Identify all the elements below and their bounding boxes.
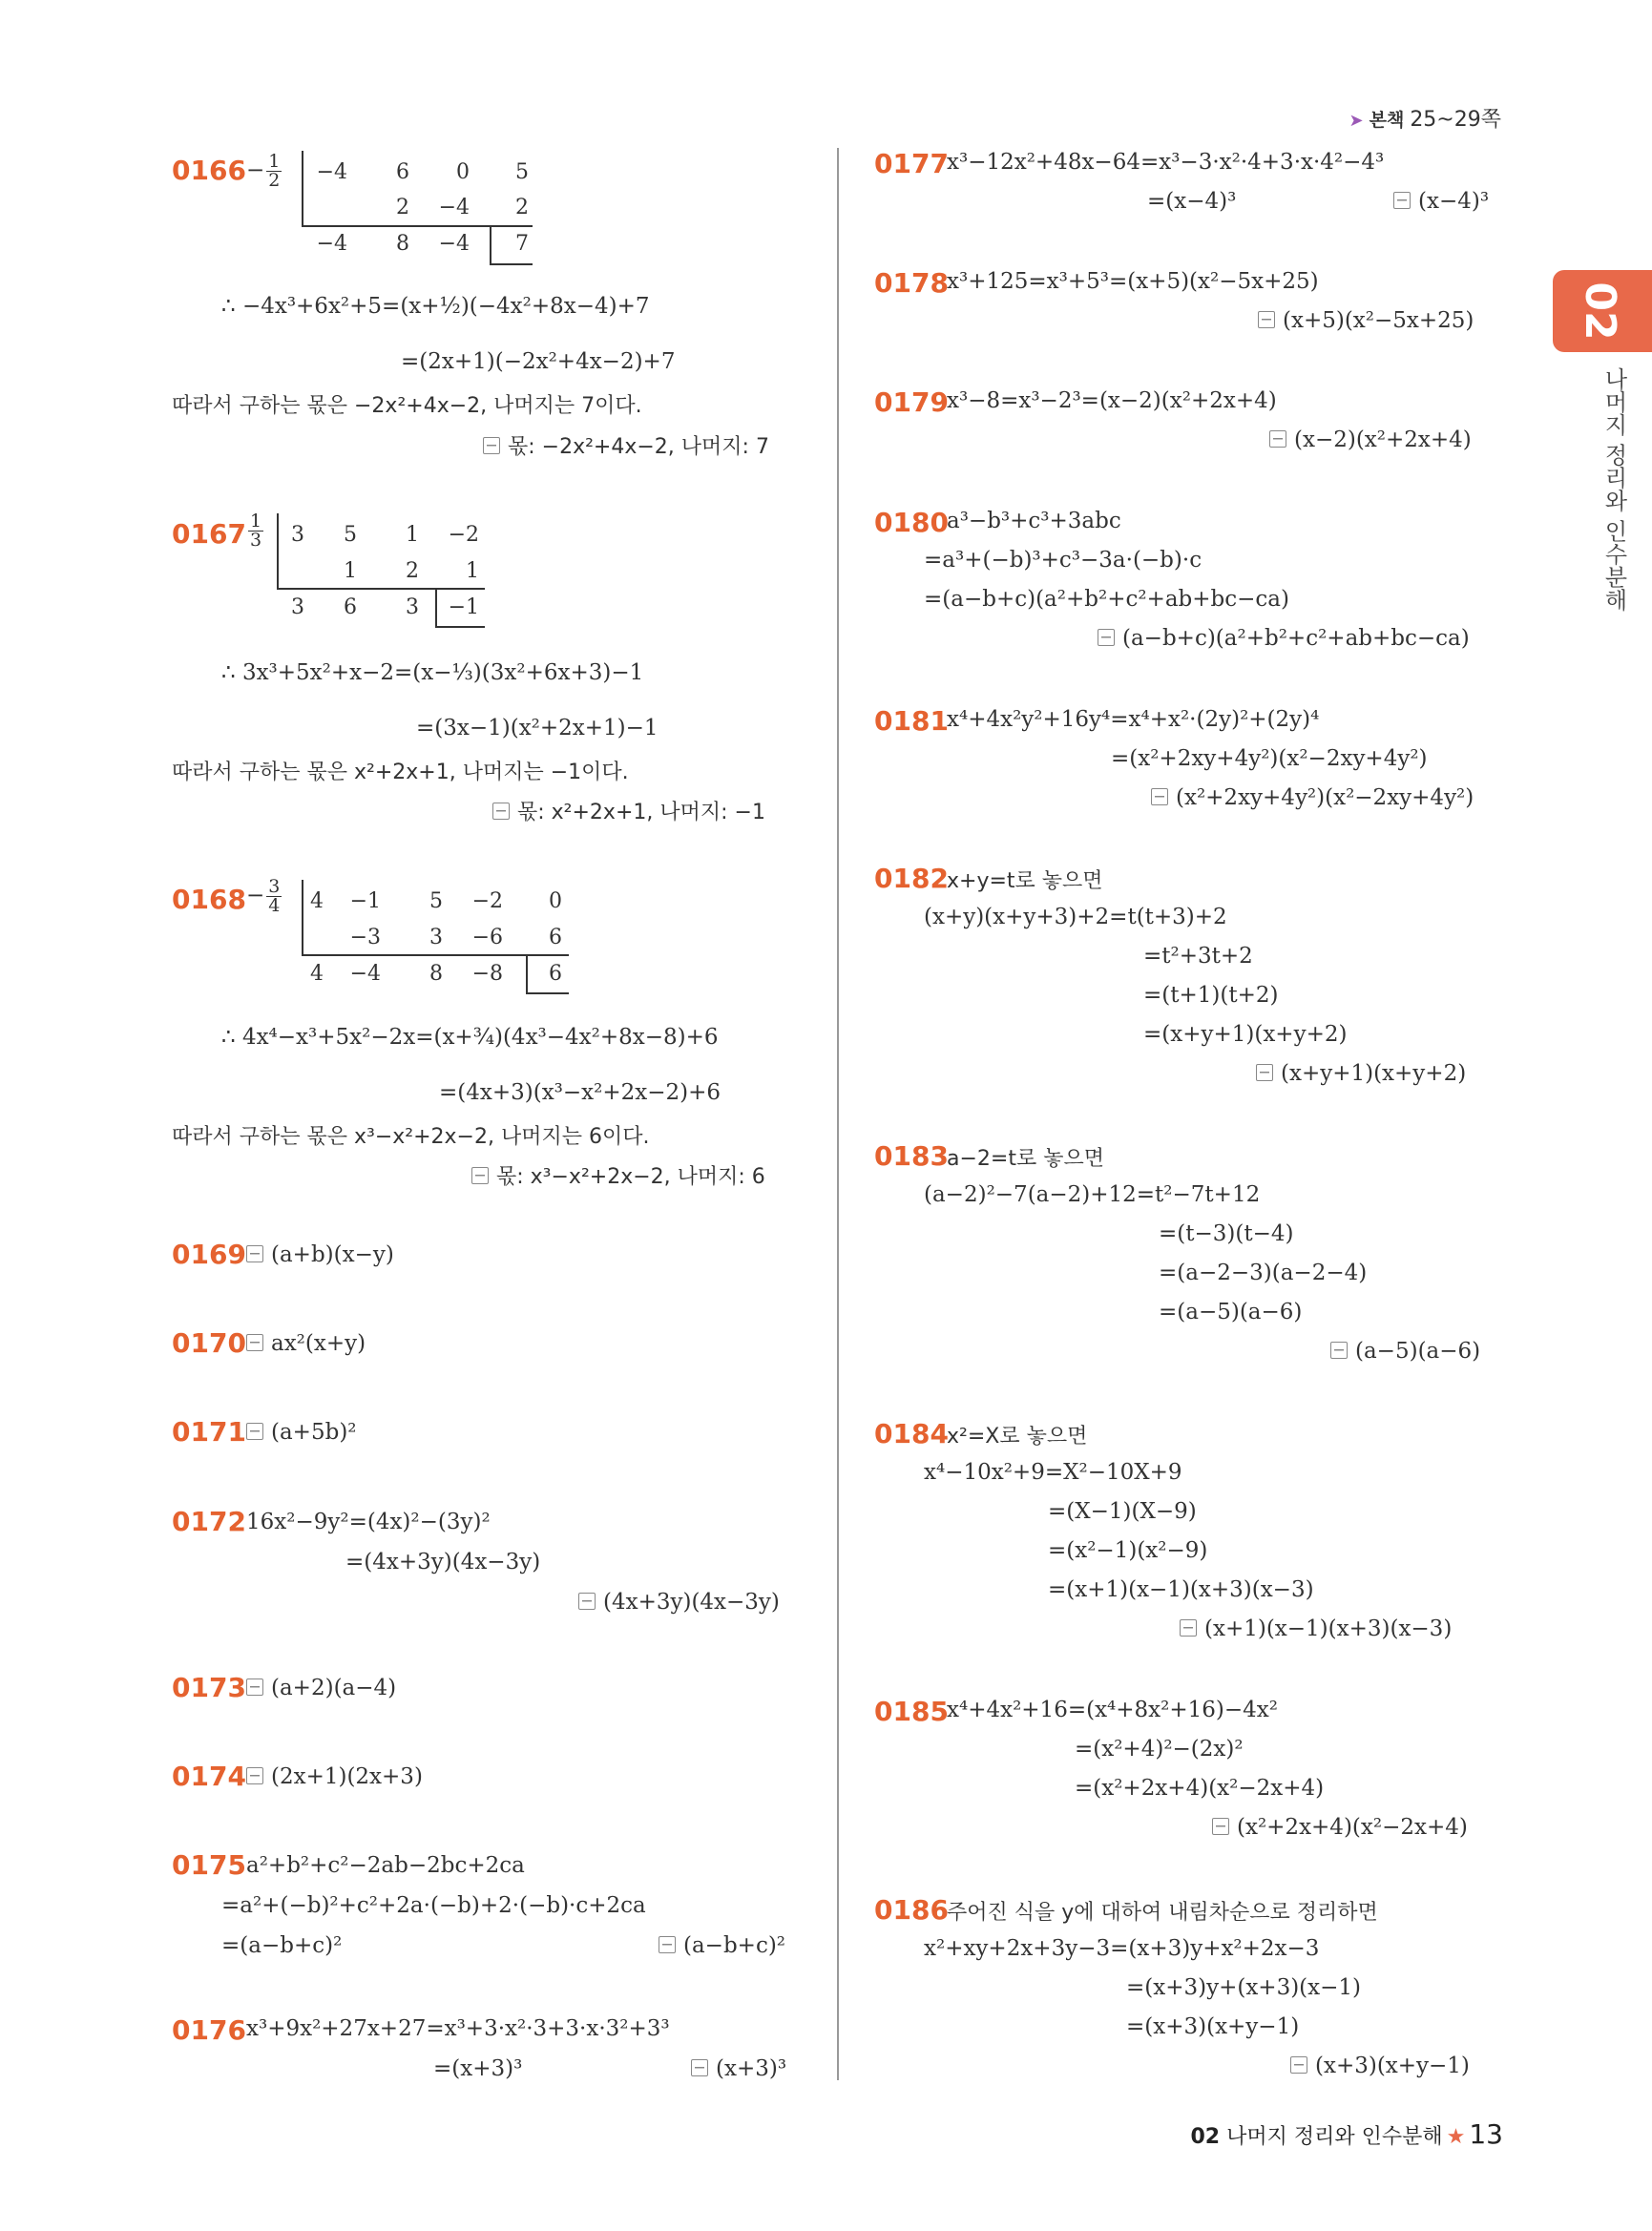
coef: −6	[471, 926, 503, 949]
problem-number: 0175	[172, 1849, 246, 1881]
solution-line: x³−12x²+48x−64=x³−3·x²·4+3·x·4²−4³	[947, 150, 1385, 175]
problem-number: 0179	[874, 386, 949, 418]
remainder-box	[490, 227, 491, 263]
footer-chapter-title: 나머지 정리와 인수분해	[1226, 2125, 1443, 2149]
divisor-fraction	[266, 153, 282, 190]
page-reference	[1349, 103, 1502, 133]
remainder-box	[526, 956, 528, 992]
solution-text: 따라서 구하는 몫은 x³−x²+2x−2, 나머지는 6이다.	[172, 1125, 650, 1149]
answer: (2x+1)(2x+3)	[246, 1764, 423, 1789]
solution-line: =(a−b+c)²	[221, 1933, 343, 1958]
coef: −4	[316, 160, 347, 184]
solution-intro: x+y=t로 놓으면	[947, 869, 1103, 893]
coef: −2	[471, 889, 503, 913]
solution-line: x³+125=x³+5³=(x+5)(x²−5x+25)	[947, 269, 1319, 294]
problem-number: 0178	[874, 267, 949, 299]
solution-line: ∴ −4x³+6x²+5=(x+½)(−4x²+8x−4)+7	[221, 294, 650, 319]
fraction-denominator: 2	[268, 170, 281, 191]
solution-line: =(x+y+1)(x+y+2)	[1143, 1022, 1348, 1047]
answer: (a+b)(x−y)	[246, 1242, 394, 1267]
divisor-fraction	[248, 512, 263, 550]
solution-line: x³+9x²+27x+27=x³+3·x²·3+3·x·3²+3³	[246, 2016, 670, 2041]
coef: −4	[438, 196, 470, 219]
remainder-box	[435, 626, 485, 628]
solution-line: x⁴+4x²+16=(x⁴+8x²+16)−4x²	[947, 1698, 1278, 1722]
synthetic-divisor	[246, 153, 283, 190]
coef: 3	[406, 595, 419, 619]
solution-line: =(x²−1)(x²−9)	[1048, 1538, 1208, 1563]
fraction-numerator: 1	[250, 511, 262, 532]
answer: 몫: −2x²+4x−2, 나머지: 7	[483, 430, 769, 460]
answer: ax²(x+y)	[246, 1331, 366, 1356]
solution-text: 따라서 구하는 몫은 x²+2x+1, 나머지는 −1이다.	[172, 761, 629, 784]
answer: (x²+2x+4)(x²−2x+4)	[1212, 1815, 1468, 1840]
fraction-denominator: 3	[250, 530, 262, 551]
coef: 8	[396, 232, 409, 256]
solution-line: =a³+(−b)³+c³−3a·(−b)·c	[924, 548, 1202, 573]
problem-number: 0180	[874, 507, 949, 538]
coef: 5	[429, 889, 443, 913]
answer: (a+5b)²	[246, 1420, 357, 1445]
answer: (x+3)(x+y−1)	[1290, 2054, 1470, 2078]
answer: (x²+2xy+4y²)(x²−2xy+4y²)	[1151, 785, 1474, 810]
problem-number: 0177	[874, 148, 949, 179]
coef: 4	[310, 889, 324, 913]
solution-line: x³−8=x³−2³=(x−2)(x²+2x+4)	[947, 388, 1277, 413]
answer: (x−4)³	[1393, 189, 1489, 214]
solution-text: 따라서 구하는 몫은 −2x²+4x−2, 나머지는 7이다.	[172, 394, 642, 418]
solution-line: =(x+3)y+(x+3)(x−1)	[1126, 1975, 1362, 2000]
problem-number: 0185	[874, 1696, 949, 1727]
answer: (4x+3y)(4x−3y)	[578, 1590, 780, 1615]
coef: 3	[291, 523, 304, 547]
divisor-sign: −	[246, 883, 265, 908]
coef: 6	[344, 595, 357, 619]
coef: 3	[429, 926, 443, 949]
solution-line: =(a−5)(a−6)	[1159, 1300, 1303, 1324]
solution-line: =(x+1)(x−1)(x+3)(x−3)	[1048, 1577, 1314, 1602]
coef: 8	[429, 962, 443, 986]
coef: −1	[349, 889, 381, 913]
solution-line: =a²+(−b)²+c²+2a·(−b)+2·(−b)·c+2ca	[221, 1893, 646, 1918]
division-line	[302, 225, 533, 227]
coef: 3	[291, 595, 304, 619]
problem-number: 0169	[172, 1239, 246, 1270]
star-icon: ★	[1446, 2125, 1466, 2149]
answer: (x−2)(x²+2x+4)	[1269, 427, 1472, 452]
solution-line: a²+b²+c²−2ab−2bc+2ca	[246, 1853, 525, 1878]
coef: 1	[466, 559, 479, 583]
problem-number: 0168	[172, 884, 246, 915]
footer-chapter: 02	[1190, 2125, 1221, 2149]
page-number: 13	[1469, 2118, 1503, 2150]
remainder-box	[526, 992, 569, 994]
solution-line: =(x+3)³	[433, 2056, 523, 2081]
solution-line: =(x²+2xy+4y²)(x²−2xy+4y²)	[1111, 746, 1428, 771]
problem-number: 0171	[172, 1416, 246, 1448]
problem-number: 0172	[172, 1506, 246, 1537]
solution-line: =(t+1)(t+2)	[1143, 983, 1279, 1008]
problem-number: 0183	[874, 1140, 949, 1172]
answer: (a+2)(a−4)	[246, 1676, 396, 1700]
solution-line: =(a−b+c)(a²+b²+c²+ab+bc−ca)	[924, 587, 1289, 612]
coef: 6	[396, 160, 409, 184]
problem-number: 0184	[874, 1418, 949, 1449]
coef: −4	[316, 232, 347, 256]
division-line	[277, 588, 485, 590]
solution-line: =(t−3)(t−4)	[1159, 1221, 1294, 1246]
problem-number: 0167	[172, 518, 246, 550]
division-line	[302, 954, 569, 956]
column-divider	[837, 148, 839, 2080]
chapter-tab-number: 02	[1576, 281, 1624, 341]
coef: 1	[344, 559, 357, 583]
answer: 몫: x³−x²+2x−2, 나머지: 6	[471, 1160, 765, 1190]
page-footer	[1190, 2118, 1503, 2150]
coef: 5	[344, 523, 357, 547]
solution-line: =(3x−1)(x²+2x+1)−1	[416, 716, 659, 740]
answer: (a−5)(a−6)	[1330, 1339, 1480, 1364]
answer: (x+3)³	[691, 2056, 786, 2081]
remainder: 7	[515, 232, 529, 256]
divisor-fraction	[266, 878, 282, 915]
problem-number: 0182	[874, 863, 949, 894]
solution-line: x²+xy+2x+3y−3=(x+3)y+x²+2x−3	[924, 1936, 1320, 1961]
remainder: 6	[549, 962, 562, 986]
fraction-denominator: 4	[268, 895, 281, 916]
solution-line: =(X−1)(X−9)	[1048, 1499, 1197, 1524]
answer: 몫: x²+2x+1, 나머지: −1	[492, 796, 765, 825]
problem-number: 0173	[172, 1672, 246, 1703]
coef: 0	[456, 160, 470, 184]
coef: −4	[349, 962, 381, 986]
remainder-box	[490, 263, 533, 265]
solution-line: =(a−2−3)(a−2−4)	[1159, 1261, 1368, 1285]
book-label: 본책	[1369, 110, 1405, 131]
coef: −3	[349, 926, 381, 949]
remainder-box	[435, 590, 437, 626]
solution-intro: a−2=t로 놓으면	[947, 1147, 1104, 1171]
fraction-numerator: 1	[268, 151, 281, 172]
solution-line: =t²+3t+2	[1143, 944, 1253, 969]
problem-number: 0166	[172, 155, 246, 186]
coef: −4	[438, 232, 470, 256]
solution-line: =(4x+3)(x³−x²+2x−2)+6	[439, 1080, 721, 1105]
problem-number: 0176	[172, 2014, 246, 2046]
solution-intro: x²=X로 놓으면	[947, 1425, 1088, 1449]
solution-line: ∴ 4x⁴−x³+5x²−2x=(x+¾)(4x³−4x²+8x−8)+6	[221, 1025, 719, 1050]
coef: 0	[549, 889, 562, 913]
answer: (x+5)(x²−5x+25)	[1258, 308, 1474, 333]
division-bar	[302, 151, 303, 225]
problem-number: 0170	[172, 1327, 246, 1359]
arrow-icon: ➤	[1349, 111, 1364, 131]
solution-line: ∴ 3x³+5x²+x−2=(x−⅓)(3x²+6x+3)−1	[221, 660, 644, 685]
coef: 1	[406, 523, 419, 547]
coef: 6	[549, 926, 562, 949]
problem-number: 0186	[874, 1894, 949, 1926]
coef: 2	[406, 559, 419, 583]
solution-line: (a−2)²−7(a−2)+12=t²−7t+12	[924, 1182, 1261, 1207]
answer: (x+1)(x−1)(x+3)(x−3)	[1180, 1616, 1452, 1641]
solution-line: =(x−4)³	[1147, 189, 1237, 214]
answer: (x+y+1)(x+y+2)	[1256, 1061, 1466, 1086]
chapter-tab-title: 나머지 정리와 인수분해	[1600, 367, 1627, 612]
remainder: −1	[448, 595, 479, 619]
solution-line: =(2x+1)(−2x²+4x−2)+7	[401, 349, 676, 374]
coef: 4	[310, 962, 324, 986]
divisor-sign: −	[246, 157, 265, 183]
page-range: 25~29쪽	[1410, 108, 1501, 132]
coef: 2	[515, 196, 529, 219]
solution-intro: 주어진 식을 y에 대하여 내림차순으로 정리하면	[947, 1901, 1378, 1925]
answer: (a−b+c)(a²+b²+c²+ab+bc−ca)	[1098, 626, 1470, 651]
fraction-numerator: 3	[268, 876, 281, 897]
coef: −8	[471, 962, 503, 986]
answer: (a−b+c)²	[659, 1933, 785, 1958]
solution-line: a³−b³+c³+3abc	[947, 509, 1121, 533]
solution-line: =(x²+4)²−(2x)²	[1075, 1737, 1244, 1762]
solution-line: (x+y)(x+y+3)+2=t(t+3)+2	[924, 905, 1227, 929]
coef: −2	[448, 523, 479, 547]
synthetic-divisor	[246, 878, 283, 915]
solution-line: 16x²−9y²=(4x)²−(3y)²	[246, 1510, 491, 1534]
problem-number: 0181	[874, 705, 949, 737]
solution-line: x⁴+4x²y²+16y⁴=x⁴+x²·(2y)²+(2y)⁴	[947, 707, 1320, 732]
problem-number: 0174	[172, 1761, 246, 1792]
solution-line: x⁴−10x²+9=X²−10X+9	[924, 1460, 1182, 1485]
solution-line: =(4x+3y)(4x−3y)	[345, 1550, 541, 1574]
solution-line: =(x+3)(x+y−1)	[1126, 2014, 1300, 2039]
coef: 2	[396, 196, 409, 219]
solution-line: =(x²+2x+4)(x²−2x+4)	[1075, 1776, 1325, 1801]
coef: 5	[515, 160, 529, 184]
